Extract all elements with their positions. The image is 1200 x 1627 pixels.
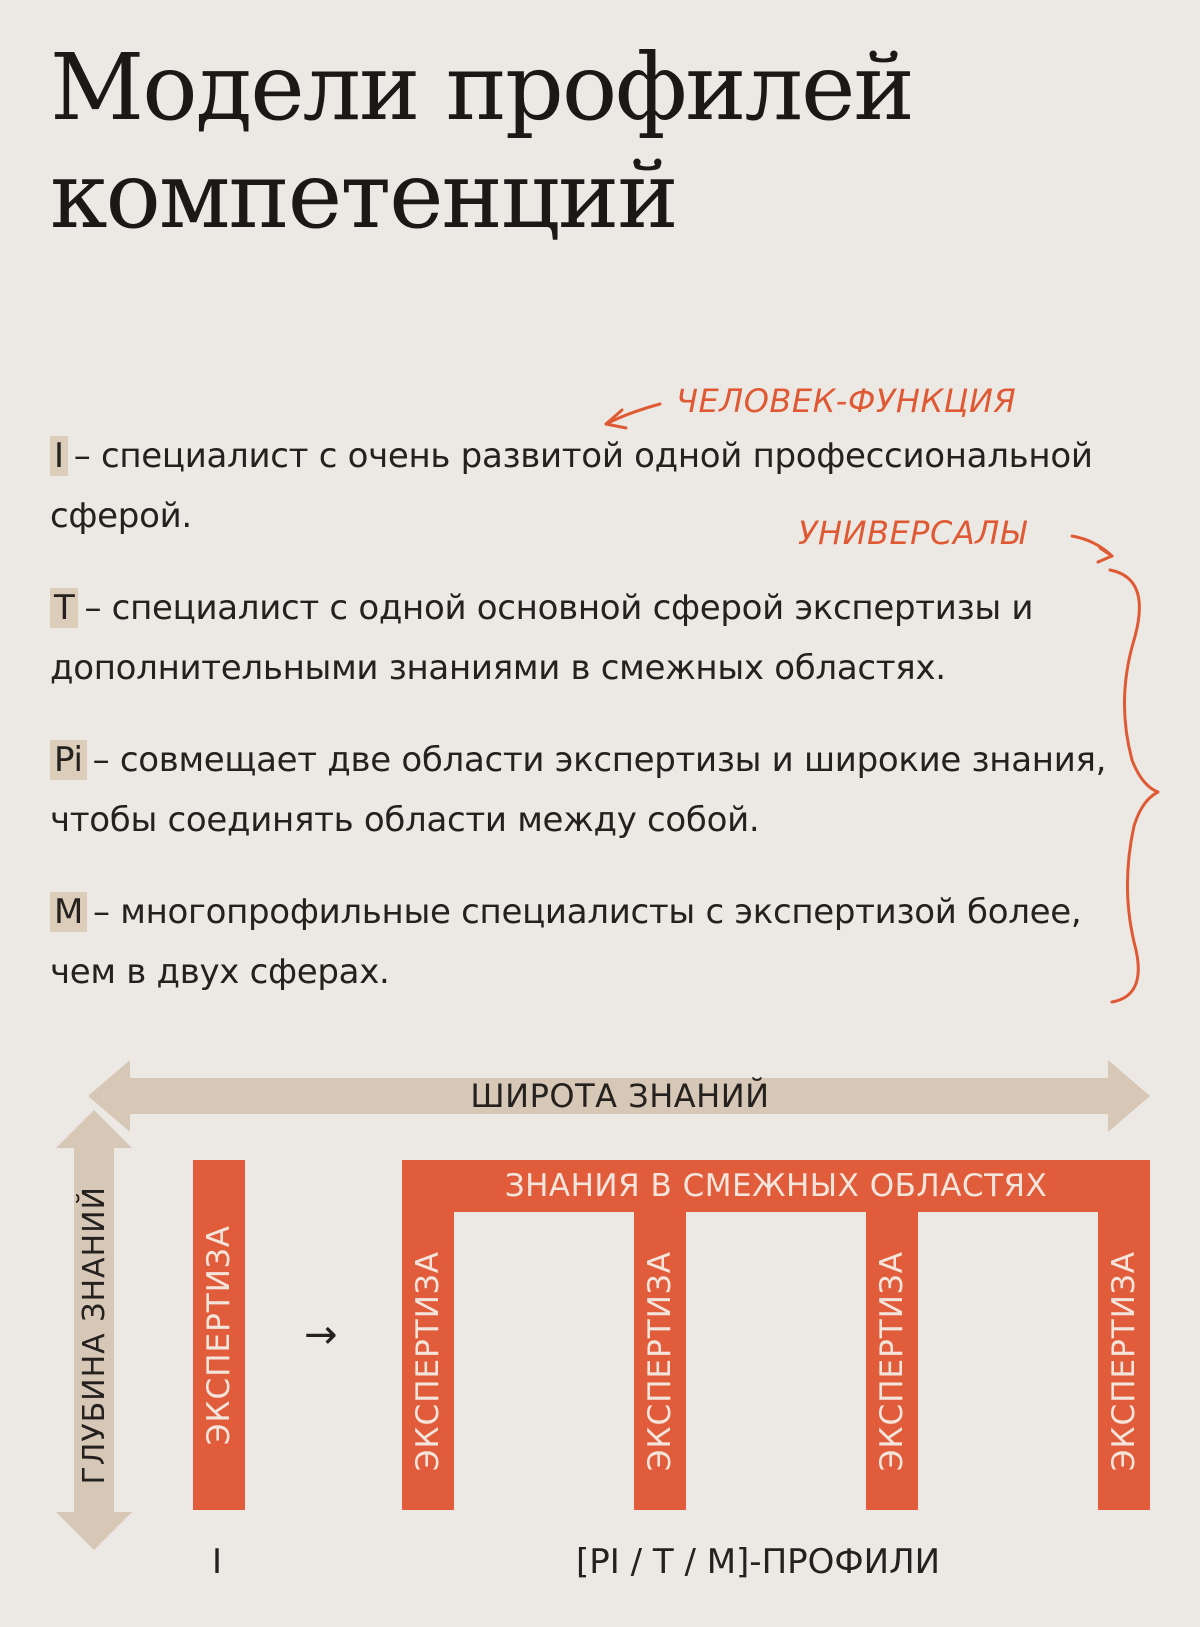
expertise-label-1: ЭКСПЕРТИЗА [410, 1250, 446, 1472]
profile-text-t: – специалист с одной основной сферой экспертизы и дополнительными знаниями в смежных областях. [50, 588, 1034, 688]
profile-tag-pi: Pi [50, 740, 87, 780]
expertise-label-4: ЭКСПЕРТИЗА [1106, 1250, 1142, 1472]
profile-text-pi: – совмещает две области экспертизы и широкие знания, чтобы соединять области между собой. [50, 740, 1107, 840]
adjacent-knowledge-label: ЗНАНИЯ В СМЕЖНЫХ ОБЛАСТЯХ [504, 1168, 1048, 1204]
expertise-bar-4 [1098, 1212, 1150, 1510]
breadth-axis-label: ШИРОТА ЗНАНИЙ [470, 1077, 770, 1115]
profile-tag-m: M [50, 892, 87, 932]
annotation-universals: УНИВЕРСАЛЫ [798, 514, 1027, 552]
expertise-bar-1 [402, 1212, 454, 1510]
expertise-label-3: ЭКСПЕРТИЗА [874, 1250, 910, 1472]
arrow-right-icon: → [304, 1312, 338, 1358]
profile-text-m: – многопрофильные специалисты с экспертизой более, чем в двух сферах. [50, 892, 1082, 992]
profile-text-i: – специалист с очень развитой одной профессиональной сферой. [50, 436, 1093, 536]
i-expertise-bar [193, 1160, 245, 1510]
adjacent-knowledge-bar [402, 1160, 1150, 1212]
i-expertise-label: ЭКСПЕРТИЗА [201, 1224, 237, 1446]
title-line-2: компетенций [50, 142, 677, 249]
expertise-label-2: ЭКСПЕРТИЗА [642, 1250, 678, 1472]
i-profile-caption: I [212, 1542, 223, 1582]
comb-profiles-caption: [PI / T / M]-ПРОФИЛИ [576, 1542, 941, 1582]
profile-tag-t: T [50, 588, 78, 628]
depth-axis-label-wrap [66, 1165, 122, 1505]
expertise-bar-2 [634, 1212, 686, 1510]
depth-axis-label: ГЛУБИНА ЗНАНИЙ [76, 1185, 112, 1485]
title-line-1: Модели профилей [50, 34, 913, 141]
profile-tag-i: I [50, 436, 68, 476]
expertise-bar-3 [866, 1212, 918, 1510]
annotation-human-function: ЧЕЛОВЕК-ФУНКЦИЯ [676, 382, 1017, 420]
